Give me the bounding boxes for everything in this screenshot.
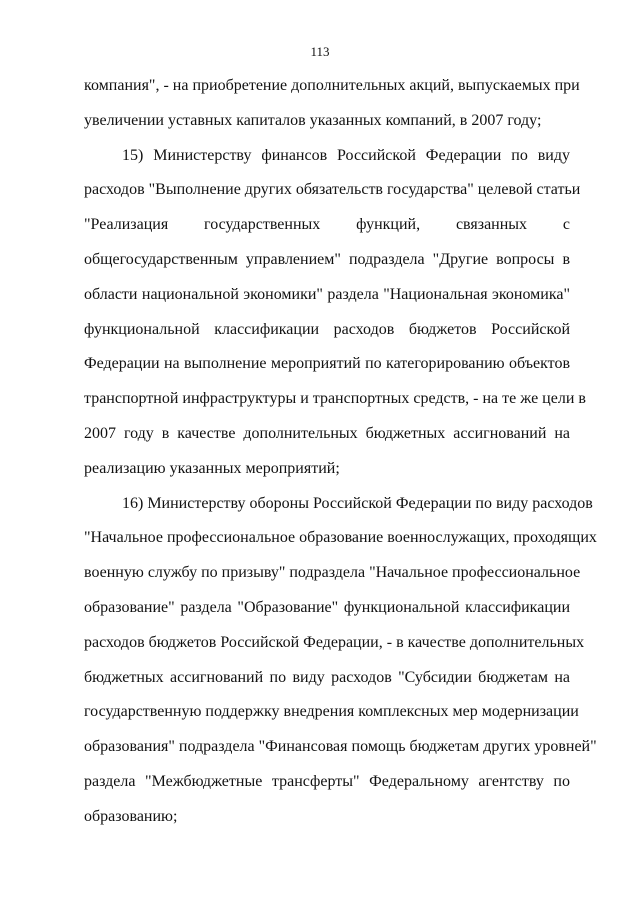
page-number: 113: [310, 44, 330, 59]
text-line: расходов "Выполнение других обязательств государства" целевой статьи: [84, 181, 581, 199]
paragraph-15-first-line: 15) Министерству финансов Российской Федерации по виду: [122, 146, 570, 164]
paragraph-16-first-line: 16) Министерству обороны Российской Федерации по виду расходов: [122, 494, 593, 512]
text-line: образования" подраздела "Финансовая помощь бюджетам других уровней": [84, 738, 597, 756]
text-line: увеличении уставных капиталов указанных компаний, в 2007 году;: [84, 111, 542, 129]
text-line: компания", - на приобретение дополнительных акций, выпускаемых при: [84, 77, 580, 94]
text-line: реализацию указанных мероприятий;: [84, 459, 340, 477]
text-line: Федерации на выполнение мероприятий по категорированию объектов: [84, 355, 570, 373]
text-line: "Начальное профессиональное образование военнослужащих, проходящих: [84, 529, 597, 547]
document-body: [84, 76, 597, 842]
text-line: раздела "Межбюджетные трансферты" Федеральному агентству по: [84, 772, 570, 790]
text-line: "Реализация государственных функций, связанных с: [84, 216, 570, 234]
text-line: бюджетных ассигнований по виду расходов "Субсидии бюджетам на: [84, 668, 570, 686]
text-line: образование" раздела "Образование" функциональной классификации: [84, 598, 570, 616]
text-line: 2007 году в качестве дополнительных бюджетных ассигнований на: [84, 424, 570, 442]
text-line: транспортной инфраструктуры и транспортных средств, - на те же цели в: [84, 390, 586, 408]
text-line: образованию;: [84, 807, 178, 825]
text-line: государственную поддержку внедрения комплексных мер модернизации: [84, 703, 579, 721]
text-line: общегосударственным управлением" подраздела "Другие вопросы в: [84, 250, 570, 268]
text-line: функциональной классификации расходов бюджетов Российской: [84, 320, 570, 338]
text-line: области национальной экономики" раздела "Национальная экономика": [84, 285, 570, 303]
text-line: военную службу по призыву" подраздела "Начальное профессиональное: [84, 564, 581, 582]
text-line: расходов бюджетов Российской Федерации, - в качестве дополнительных: [84, 633, 585, 651]
